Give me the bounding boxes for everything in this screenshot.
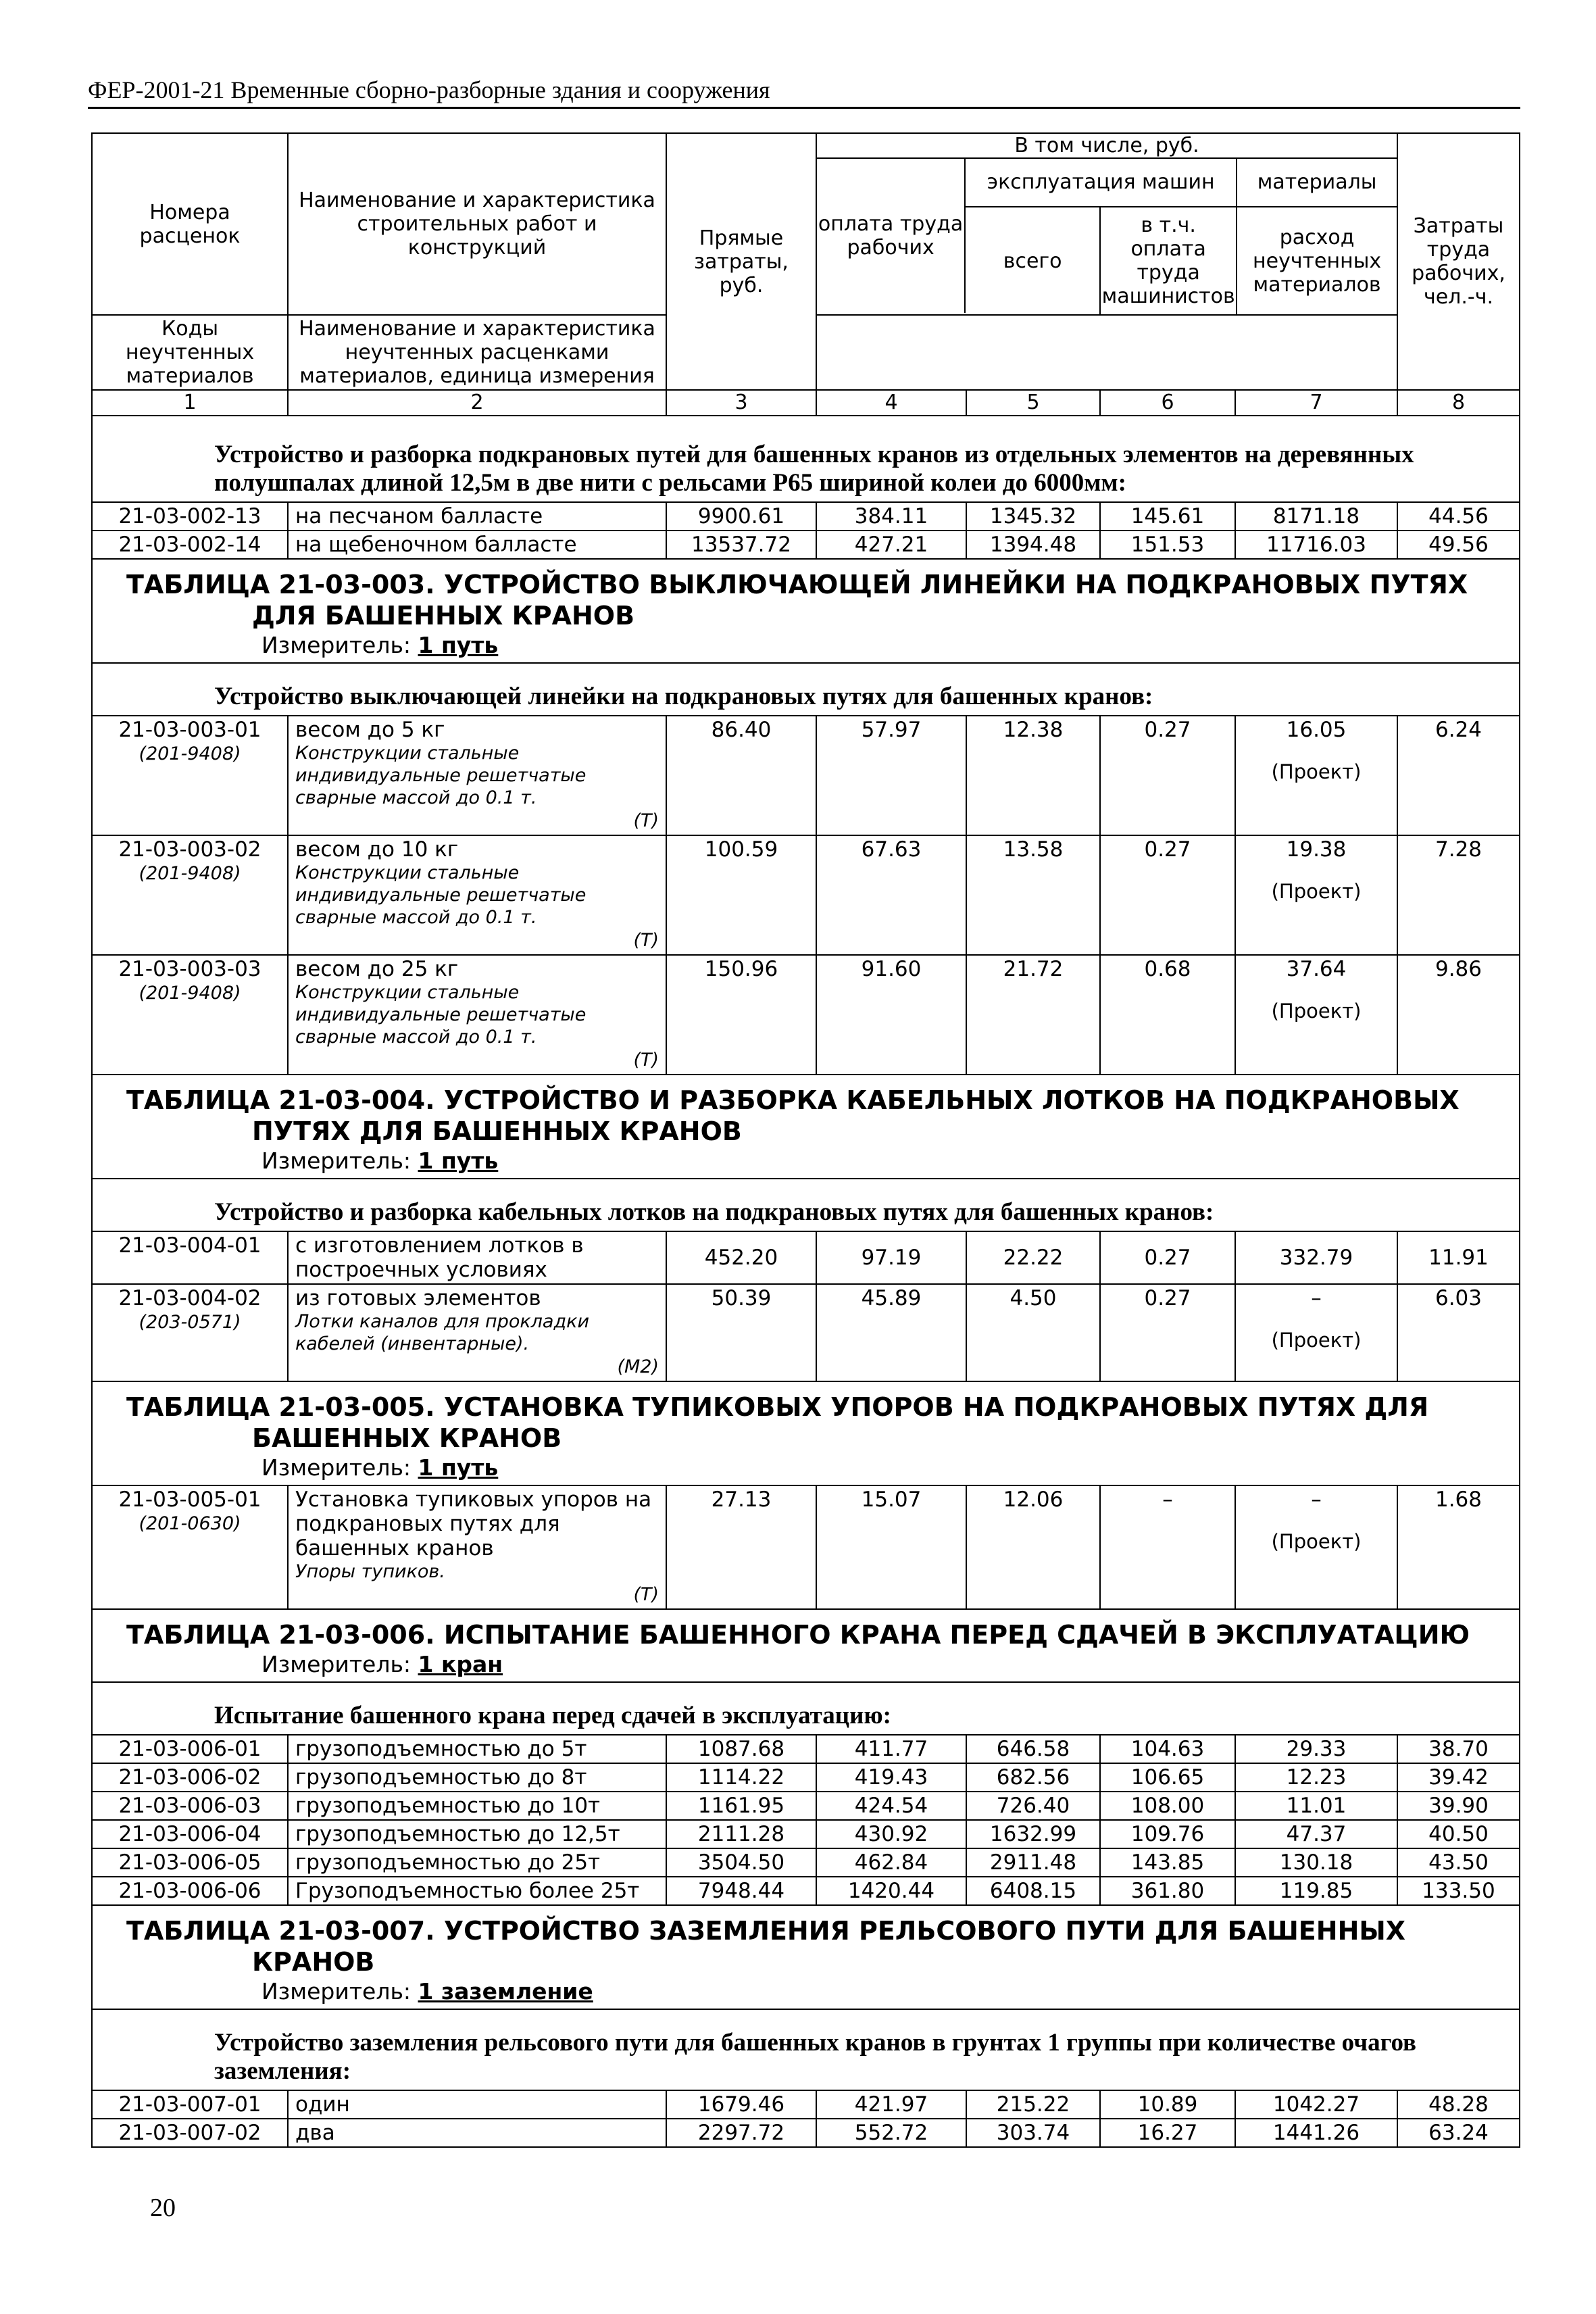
col-index: 4: [816, 390, 966, 416]
rate-code: 21-03-002-13: [118, 504, 261, 528]
labor-pay: 430.92: [816, 1820, 966, 1848]
material-unit: (Т): [633, 810, 659, 831]
labor-hours: 11.91: [1397, 1231, 1520, 1284]
rate-code-cell: [92, 1763, 288, 1792]
labor-pay: 67.63: [816, 835, 966, 955]
table-title: ТАБЛИЦА 21-03-005. УСТАНОВКА ТУПИКОВЫХ УПОРОВ НА ПОДКРАНОВЫХ ПУТЯХ ДЛЯ БАШЕННЫХ КРАНОВ: [126, 1392, 1429, 1453]
labor-pay: 45.89: [816, 1284, 966, 1381]
table-row: [92, 2090, 1520, 2119]
rate-code-cell: [92, 955, 288, 1075]
col-machines-total-header: всего: [966, 207, 1101, 314]
work-name-cell: [288, 531, 666, 559]
labor-hours: 39.42: [1397, 1763, 1520, 1792]
labor-pay: 15.07: [816, 1485, 966, 1609]
direct-cost: 150.96: [666, 955, 816, 1075]
measure-line: [126, 1650, 1510, 1679]
machinist-pay: 151.53: [1100, 531, 1235, 559]
table-row: [92, 1735, 1520, 1763]
section-subheading-row: [92, 1682, 1520, 1735]
direct-cost: 1114.22: [666, 1763, 816, 1792]
materials-source: (Проект): [1271, 760, 1362, 783]
col-materials-header: расход неучтенных материалов: [1253, 225, 1382, 297]
labor-pay: 1420.44: [816, 1877, 966, 1905]
machines-total: 1345.32: [966, 502, 1100, 531]
work-name: весом до 5 кг: [295, 718, 445, 742]
materials-cost-cell: [1235, 1284, 1397, 1381]
rate-code-cell: [92, 1735, 288, 1763]
machinist-pay: –: [1100, 1485, 1235, 1609]
labor-pay: 57.97: [816, 716, 966, 835]
measure-label: Измеритель:: [261, 1148, 412, 1174]
materials-cost: –: [1311, 1286, 1322, 1310]
work-name: Грузоподъемностью более 25т: [295, 1879, 640, 1903]
materials-cost-cell: [1235, 2090, 1397, 2119]
materials-cost: 119.85: [1279, 1879, 1353, 1903]
rate-code: 21-03-007-02: [118, 2121, 261, 2145]
work-name-cell: [288, 1735, 666, 1763]
section-subheading: Устройство заземления рельсового пути для башенных кранов в грунтах 1 группы при количестве очагов заземления:: [92, 2009, 1520, 2090]
labor-pay: 462.84: [816, 1848, 966, 1877]
material-unit: (М2): [617, 1356, 659, 1377]
materials-source: (Проект): [1271, 1530, 1362, 1553]
labor-pay: 552.72: [816, 2119, 966, 2147]
table-row: [92, 502, 1520, 531]
table-title-cell: [92, 1075, 1520, 1179]
machinist-pay: 0.68: [1100, 955, 1235, 1075]
materials-cost: 1441.26: [1272, 2121, 1360, 2145]
section-subheading: Устройство и разборка подкрановых путей для башенных кранов из отдельных элементов на деревянных полушпалах длиной 12,5м в две нити с рельсами Р65 шириной колеи до 6000мм:: [92, 416, 1520, 502]
labor-pay: 421.97: [816, 2090, 966, 2119]
labor-hours: 6.03: [1397, 1284, 1520, 1381]
machines-total: 13.58: [966, 835, 1100, 955]
table-title: ТАБЛИЦА 21-03-003. УСТРОЙСТВО ВЫКЛЮЧАЮЩЕЙ ЛИНЕЙКИ НА ПОДКРАНОВЫХ ПУТЯХ ДЛЯ БАШЕННЫХ КРАНОВ: [126, 570, 1468, 631]
material-name: Упоры тупиков.: [295, 1561, 445, 1582]
labor-hours: 63.24: [1397, 2119, 1520, 2147]
materials-source: (Проект): [1271, 1000, 1362, 1023]
work-name: на песчаном балласте: [295, 504, 543, 528]
machines-total: 12.06: [966, 1485, 1100, 1609]
table-row: [92, 835, 1520, 955]
table-row: [92, 1820, 1520, 1848]
materials-cost-cell: [1235, 1792, 1397, 1820]
direct-cost: 7948.44: [666, 1877, 816, 1905]
work-name-cell: [288, 1231, 666, 1284]
measure-label: Измеритель:: [261, 1651, 412, 1677]
rate-code: 21-03-006-02: [118, 1765, 261, 1790]
labor-pay: 424.54: [816, 1792, 966, 1820]
material-code: (201-0630): [139, 1513, 241, 1534]
labor-hours: 40.50: [1397, 1820, 1520, 1848]
material-unit: (Т): [633, 1584, 659, 1605]
work-name-cell: [288, 835, 666, 955]
materials-cost: –: [1311, 1487, 1322, 1512]
work-name-cell: [288, 502, 666, 531]
labor-pay: 97.19: [816, 1231, 966, 1284]
materials-cost-cell: [1235, 1848, 1397, 1877]
machines-total: 6408.15: [966, 1877, 1100, 1905]
direct-cost: 100.59: [666, 835, 816, 955]
machines-total: 1632.99: [966, 1820, 1100, 1848]
direct-cost: 86.40: [666, 716, 816, 835]
materials-cost: 8171.18: [1272, 504, 1360, 528]
direct-cost: 9900.61: [666, 502, 816, 531]
measure-value: 1 заземление: [418, 1978, 593, 2004]
machines-total: 726.40: [966, 1792, 1100, 1820]
materials-cost-cell: [1235, 531, 1397, 559]
work-name-cell: [288, 1820, 666, 1848]
materials-cost: 11716.03: [1266, 533, 1366, 557]
measure-value: 1 кран: [418, 1651, 503, 1677]
table-row: [92, 2119, 1520, 2147]
table-title: ТАБЛИЦА 21-03-004. УСТРОЙСТВО И РАЗБОРКА КАБЕЛЬНЫХ ЛОТКОВ НА ПОДКРАНОВЫХ ПУТЯХ ДЛЯ БАШЕННЫХ КРАНОВ: [126, 1085, 1460, 1146]
header-row-1: [92, 133, 1520, 315]
work-name: весом до 25 кг: [295, 957, 459, 981]
work-name: грузоподъемностью до 12,5т: [295, 1822, 620, 1846]
materials-cost-cell: [1235, 1735, 1397, 1763]
work-name-cell: [288, 716, 666, 835]
material-code: (201-9408): [139, 743, 241, 764]
labor-pay: 384.11: [816, 502, 966, 531]
col-material-name-header: Наименование и характеристика неучтенных расценками материалов, единица измерения: [288, 315, 666, 390]
labor-hours: 9.86: [1397, 955, 1520, 1075]
measure-line: [126, 1454, 1510, 1482]
table-row: [92, 1284, 1520, 1381]
rate-code: 21-03-006-01: [118, 1737, 261, 1761]
measure-label: Измеритель:: [261, 1978, 412, 2004]
labor-pay: 91.60: [816, 955, 966, 1075]
work-name: грузоподъемностью до 8т: [295, 1765, 587, 1790]
work-name-cell: [288, 1485, 666, 1609]
materials-cost: 29.33: [1286, 1737, 1347, 1761]
col-index: 2: [288, 390, 666, 416]
machinist-pay: 104.63: [1100, 1735, 1235, 1763]
table-row: [92, 1848, 1520, 1877]
col-index: 6: [1100, 390, 1235, 416]
work-name: из готовых элементов: [295, 1286, 541, 1310]
table-row: [92, 1877, 1520, 1905]
table-row: [92, 1231, 1520, 1284]
direct-cost: 1679.46: [666, 2090, 816, 2119]
materials-cost: 47.37: [1286, 1822, 1347, 1846]
rate-code: 21-03-006-04: [118, 1822, 261, 1846]
materials-cost: 16.05: [1286, 718, 1347, 742]
rate-code-cell: [92, 716, 288, 835]
measure-line: [126, 631, 1510, 660]
material-name: Лотки каналов для прокладки кабелей (инвентарные).: [295, 1311, 590, 1354]
labor-pay: 427.21: [816, 531, 966, 559]
labor-hours: 43.50: [1397, 1848, 1520, 1877]
section-subheading: Устройство и разборка кабельных лотков на подкрановых путях для башенных кранов:: [92, 1179, 1520, 1231]
page-number: 20: [150, 2194, 176, 2222]
materials-source: (Проект): [1271, 880, 1362, 903]
table-row: [92, 1763, 1520, 1792]
work-name: грузоподъемностью до 25т: [295, 1850, 601, 1875]
labor-hours: 49.56: [1397, 531, 1520, 559]
machinist-pay: 108.00: [1100, 1792, 1235, 1820]
machinist-pay: 109.76: [1100, 1820, 1235, 1848]
measure-line: [126, 1147, 1510, 1175]
rate-code-cell: [92, 502, 288, 531]
rate-code-cell: [92, 1820, 288, 1848]
materials-source: (Проект): [1271, 1329, 1362, 1352]
table-row: [92, 716, 1520, 835]
work-name-cell: [288, 2119, 666, 2147]
measure-value: 1 путь: [418, 1454, 499, 1481]
work-name-cell: [288, 1792, 666, 1820]
labor-hours: 38.70: [1397, 1735, 1520, 1763]
table-title-cell: [92, 1905, 1520, 2009]
col-index: 5: [966, 390, 1100, 416]
work-name: один: [295, 2092, 350, 2117]
material-name: Конструкции стальные индивидуальные решетчатые сварные массой до 0.1 т.: [295, 982, 587, 1048]
rate-code: 21-03-004-02: [118, 1286, 261, 1310]
direct-cost: 50.39: [666, 1284, 816, 1381]
col-rate-numbers-header: Номера расценок: [92, 133, 288, 315]
work-name: два: [295, 2121, 335, 2145]
rates-table: [91, 132, 1520, 2148]
machinist-pay: 106.65: [1100, 1763, 1235, 1792]
labor-hours: 39.90: [1397, 1792, 1520, 1820]
materials-cost-cell: [1235, 502, 1397, 531]
section-subheading-row: [92, 2009, 1520, 2090]
col-index: 3: [666, 390, 816, 416]
work-name: весом до 10 кг: [295, 837, 459, 862]
direct-cost: 1161.95: [666, 1792, 816, 1820]
table-row: [92, 531, 1520, 559]
direct-cost: 13537.72: [666, 531, 816, 559]
rate-code-cell: [92, 531, 288, 559]
rates-table-body: [92, 133, 1520, 2147]
rate-code: 21-03-004-01: [118, 1233, 261, 1258]
machines-total: 303.74: [966, 2119, 1100, 2147]
materials-cost: 11.01: [1286, 1794, 1347, 1818]
material-code: (201-9408): [139, 983, 241, 1004]
materials-cost-cell: [1235, 955, 1397, 1075]
rate-code-cell: [92, 835, 288, 955]
labor-hours: 48.28: [1397, 2090, 1520, 2119]
materials-cost-cell: [1235, 1485, 1397, 1609]
machines-total: 1394.48: [966, 531, 1100, 559]
work-name-cell: [288, 2090, 666, 2119]
table-title-row: [92, 1075, 1520, 1179]
col-index: 7: [1235, 390, 1397, 416]
materials-cost-cell: [1235, 1231, 1397, 1284]
direct-cost: 27.13: [666, 1485, 816, 1609]
materials-cost-cell: [1235, 835, 1397, 955]
table-row: [92, 955, 1520, 1075]
materials-cost-cell: [1235, 2119, 1397, 2147]
measure-label: Измеритель:: [261, 632, 412, 658]
work-name-cell: [288, 1284, 666, 1381]
machines-total: 12.38: [966, 716, 1100, 835]
rate-code: 21-03-003-01: [118, 718, 261, 742]
rate-code-cell: [92, 1284, 288, 1381]
direct-cost: 1087.68: [666, 1735, 816, 1763]
material-name: Конструкции стальные индивидуальные решетчатые сварные массой до 0.1 т.: [295, 743, 587, 808]
table-row: [92, 1792, 1520, 1820]
materials-header: материалы: [1237, 159, 1397, 207]
work-name: Установка тупиковых упоров на подкрановых путях для башенных кранов: [295, 1487, 652, 1560]
col-material-codes-header: Коды неучтенных материалов: [92, 315, 288, 390]
materials-cost-cell: [1235, 1763, 1397, 1792]
labor-pay: 411.77: [816, 1735, 966, 1763]
materials-cost: 1042.27: [1272, 2092, 1360, 2117]
labor-hours: 7.28: [1397, 835, 1520, 955]
rate-code: 21-03-003-03: [118, 957, 261, 981]
rate-code-cell: [92, 1877, 288, 1905]
section-subheading: Испытание башенного крана перед сдачей в эксплуатацию:: [92, 1682, 1520, 1735]
table-title-row: [92, 1609, 1520, 1682]
measure-value: 1 путь: [418, 632, 499, 658]
measure-label: Измеритель:: [261, 1454, 412, 1481]
rate-code: 21-03-006-06: [118, 1879, 261, 1903]
materials-cost: 37.64: [1286, 957, 1347, 981]
col-labor-hours-header: Затраты труда рабочих, чел.-ч.: [1397, 133, 1520, 390]
rate-code-cell: [92, 2119, 288, 2147]
materials-cost-cell: [1235, 716, 1397, 835]
materials-cost-cell: [1235, 1877, 1397, 1905]
table-title-row: [92, 1381, 1520, 1485]
machinist-pay: 10.89: [1100, 2090, 1235, 2119]
table-title-cell: [92, 1381, 1520, 1485]
rate-code: 21-03-007-01: [118, 2092, 261, 2117]
table-title-row: [92, 559, 1520, 663]
machines-total: 2911.48: [966, 1848, 1100, 1877]
col-machinist-pay-header: в т.ч. оплата труда машинистов: [1101, 214, 1235, 308]
rate-code: 21-03-006-05: [118, 1850, 261, 1875]
labor-hours: 133.50: [1397, 1877, 1520, 1905]
machines-total: 646.58: [966, 1735, 1100, 1763]
direct-cost: 452.20: [666, 1231, 816, 1284]
machines-total: 215.22: [966, 2090, 1100, 2119]
material-unit: (Т): [633, 1050, 659, 1070]
column-index-row: [92, 390, 1520, 416]
work-name: грузоподъемностью до 5т: [295, 1737, 587, 1761]
table-title-cell: [92, 559, 1520, 663]
direct-cost: 3504.50: [666, 1848, 816, 1877]
materials-cost: 12.23: [1286, 1765, 1347, 1790]
page-header: ФЕР-2001-21 Временные сборно-разборные здания и сооружения: [88, 76, 1520, 109]
direct-cost: 2297.72: [666, 2119, 816, 2147]
work-name-cell: [288, 1877, 666, 1905]
material-unit: (Т): [633, 930, 659, 951]
materials-cost: 332.79: [1279, 1246, 1353, 1270]
table-title-cell: [92, 1609, 1520, 1682]
labor-pay: 419.43: [816, 1763, 966, 1792]
work-name-cell: [288, 955, 666, 1075]
table-title: ТАБЛИЦА 21-03-006. ИСПЫТАНИЕ БАШЕННОГО КРАНА ПЕРЕД СДАЧЕЙ В ЭКСПЛУАТАЦИЮ: [126, 1620, 1470, 1650]
labor-hours: 6.24: [1397, 716, 1520, 835]
material-code: (201-9408): [139, 863, 241, 884]
material-name: Конструкции стальные индивидуальные решетчатые сварные массой до 0.1 т.: [295, 862, 587, 928]
measure-line: [126, 1977, 1510, 2006]
machinist-pay: 145.61: [1100, 502, 1235, 531]
machines-total: 4.50: [966, 1284, 1100, 1381]
section-subheading-row: [92, 663, 1520, 716]
including-header-group: [816, 133, 1397, 315]
rate-code-cell: [92, 1485, 288, 1609]
col-labor-pay-header: оплата труда рабочих: [817, 159, 966, 313]
work-name: с изготовлением лотков в построечных условиях: [295, 1233, 584, 1282]
table-row: [92, 1485, 1520, 1609]
table-title: ТАБЛИЦА 21-03-007. УСТРОЙСТВО ЗАЗЕМЛЕНИЯ РЕЛЬСОВОГО ПУТИ ДЛЯ БАШЕННЫХ КРАНОВ: [126, 1916, 1406, 1977]
machinist-pay: 0.27: [1100, 716, 1235, 835]
labor-hours: 1.68: [1397, 1485, 1520, 1609]
material-code: (203-0571): [139, 1312, 241, 1333]
rate-code-cell: [92, 1792, 288, 1820]
section-subheading-row: [92, 416, 1520, 502]
including-header: В том числе, руб.: [817, 134, 1397, 159]
col-index: 1: [92, 390, 288, 416]
col-direct-costs-header: Прямые затраты, руб.: [666, 133, 816, 390]
measure-value: 1 путь: [418, 1148, 499, 1174]
rate-code: 21-03-002-14: [118, 533, 261, 557]
rate-code-cell: [92, 2090, 288, 2119]
direct-cost: 2111.28: [666, 1820, 816, 1848]
rate-code: 21-03-003-02: [118, 837, 261, 862]
machinist-pay: 361.80: [1100, 1877, 1235, 1905]
machines-header: эксплуатация машин: [966, 159, 1236, 207]
rate-code: 21-03-006-03: [118, 1794, 261, 1818]
machinist-pay: 0.27: [1100, 1284, 1235, 1381]
machinist-pay: 0.27: [1100, 1231, 1235, 1284]
col-index: 8: [1397, 390, 1520, 416]
machines-total: 21.72: [966, 955, 1100, 1075]
work-name: грузоподъемностью до 10т: [295, 1794, 601, 1818]
materials-cost: 19.38: [1286, 837, 1347, 862]
table-title-row: [92, 1905, 1520, 2009]
machinist-pay: 143.85: [1100, 1848, 1235, 1877]
rate-code-cell: [92, 1848, 288, 1877]
work-name-cell: [288, 1763, 666, 1792]
machines-total: 682.56: [966, 1763, 1100, 1792]
materials-cost-cell: [1235, 1820, 1397, 1848]
col-work-name-header: Наименование и характеристика строительных работ и конструкций: [288, 133, 666, 315]
rate-code-cell: [92, 1231, 288, 1284]
machinist-pay: 0.27: [1100, 835, 1235, 955]
section-subheading-row: [92, 1179, 1520, 1231]
labor-hours: 44.56: [1397, 502, 1520, 531]
work-name: на щебеночном балласте: [295, 533, 577, 557]
rate-code: 21-03-005-01: [118, 1487, 261, 1512]
machines-total: 22.22: [966, 1231, 1100, 1284]
machinist-pay: 16.27: [1100, 2119, 1235, 2147]
section-subheading: Устройство выключающей линейки на подкрановых путях для башенных кранов:: [92, 663, 1520, 716]
work-name-cell: [288, 1848, 666, 1877]
materials-cost: 130.18: [1279, 1850, 1353, 1875]
